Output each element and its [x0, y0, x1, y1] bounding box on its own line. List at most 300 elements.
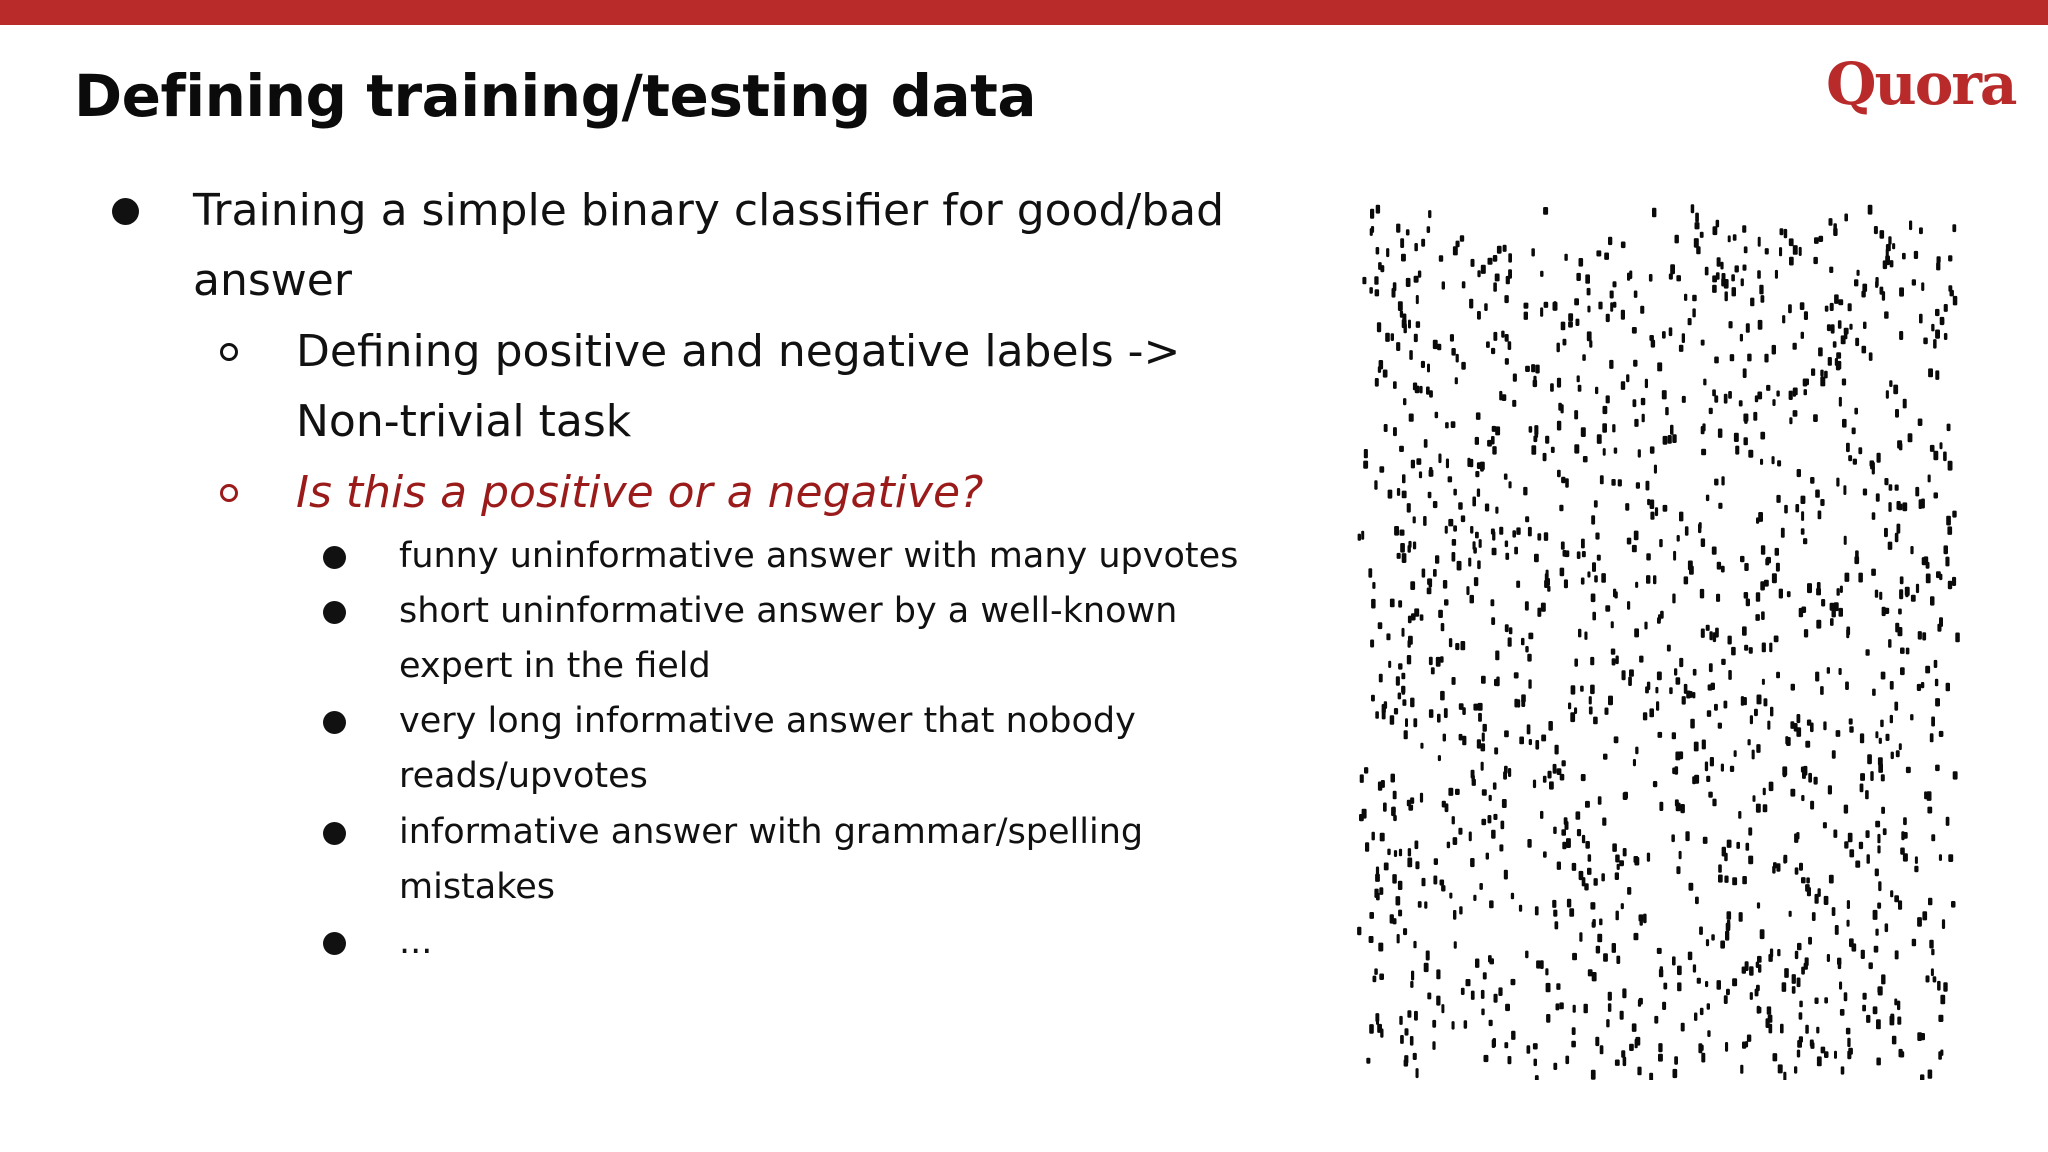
dot-mark: [1481, 676, 1486, 684]
dot-mark: [1732, 978, 1737, 986]
dot-mark: [1828, 357, 1832, 366]
dot-mark: [1717, 980, 1722, 990]
dot-mark: [1814, 237, 1819, 244]
dot-mark: [1815, 672, 1819, 682]
dot-mark: [1834, 1051, 1837, 1059]
dot-mark: [1895, 485, 1899, 491]
dot-mark: [1469, 832, 1472, 842]
dot-mark: [1375, 289, 1380, 296]
dot-mark: [1862, 346, 1867, 354]
dot-mark: [1734, 750, 1737, 757]
dot-mark: [1369, 287, 1373, 294]
dot-mark: [1955, 633, 1960, 643]
dot-mark: [1940, 317, 1945, 325]
dot-mark: [1634, 531, 1639, 541]
dot-mark: [1740, 1065, 1743, 1074]
bullet-text-line: Defining positive and negative labels ->: [296, 326, 1181, 377]
dot-mark: [1933, 976, 1937, 982]
dot-mark: [1452, 552, 1456, 562]
dot-mark: [1658, 1054, 1663, 1062]
dot-mark: [1483, 724, 1487, 732]
dot-mark: [1888, 542, 1893, 550]
dot-mark: [1695, 222, 1700, 229]
dot-mark: [1784, 229, 1788, 238]
dot-mark: [1779, 589, 1783, 599]
dot-mark: [1492, 446, 1496, 455]
dot-mark: [1795, 951, 1799, 959]
dot-mark: [1413, 1053, 1417, 1060]
dot-mark: [1411, 971, 1414, 981]
dot-mark: [1875, 590, 1878, 598]
dot-mark: [1601, 873, 1605, 881]
dot-mark: [1462, 707, 1466, 715]
dot-mark: [1561, 322, 1566, 331]
dot-mark: [1820, 686, 1824, 695]
dot-mark: [1632, 327, 1637, 334]
dot-mark: [1783, 1072, 1786, 1080]
dot-mark: [1935, 698, 1940, 706]
dot-mark: [1403, 928, 1407, 935]
dot-mark: [1701, 340, 1705, 346]
dot-mark: [1413, 383, 1417, 391]
dot-mark: [1918, 631, 1922, 640]
dot-mark: [1484, 1055, 1489, 1062]
dot-mark: [1358, 534, 1361, 541]
dot-mark: [1665, 407, 1669, 415]
dot-mark: [1935, 370, 1939, 380]
dot-mark: [1413, 516, 1416, 523]
dot-mark: [1764, 698, 1768, 706]
dot-mark: [1862, 1005, 1866, 1012]
dot-mark: [1891, 752, 1894, 760]
dot-mark: [1860, 784, 1864, 793]
dot-mark: [1424, 439, 1428, 448]
dot-mark: [1763, 788, 1766, 796]
dot-mark: [1475, 532, 1479, 539]
dot-mark: [1781, 528, 1785, 538]
dot-mark: [1796, 727, 1801, 737]
dot-mark: [1615, 1060, 1620, 1066]
dot-mark: [1453, 910, 1456, 920]
dot-mark: [1521, 699, 1525, 707]
dot-mark: [1477, 739, 1481, 748]
dot-mark: [1379, 360, 1384, 369]
dot-mark: [1401, 254, 1406, 262]
dot-mark: [1590, 657, 1594, 665]
dot-mark: [1407, 655, 1411, 664]
dot-mark: [1805, 884, 1810, 892]
dot-mark: [1445, 526, 1448, 534]
dot-mark: [1775, 548, 1779, 556]
dot-mark: [1717, 257, 1721, 267]
dot-mark: [1877, 453, 1881, 463]
dot-mark: [1839, 608, 1844, 617]
dot-mark: [1840, 1009, 1845, 1016]
dot-mark: [1663, 436, 1668, 445]
dot-mark: [1552, 900, 1556, 908]
dot-mark: [1453, 489, 1457, 496]
dot-mark: [1545, 573, 1549, 582]
dot-mark: [1698, 524, 1701, 533]
dot-mark: [1758, 237, 1761, 247]
question-text: Is this a positive or a negative?: [296, 467, 984, 518]
dot-mark: [1402, 553, 1407, 563]
dot-mark: [1511, 1031, 1515, 1040]
dot-mark: [1658, 1043, 1662, 1052]
dot-mark: [1495, 507, 1498, 514]
dot-mark: [1390, 599, 1395, 608]
dot-mark: [1818, 511, 1822, 520]
dot-mark: [1574, 707, 1577, 714]
dot-mark: [1657, 617, 1661, 624]
dot-mark: [1394, 708, 1398, 715]
dot-mark: [1858, 447, 1862, 454]
dot-mark: [1597, 934, 1602, 943]
dot-mark: [1675, 235, 1679, 244]
dot-mark: [1756, 517, 1759, 523]
dot-mark: [1780, 1024, 1784, 1034]
dot-mark: [1597, 555, 1601, 561]
hollow-circle-bullet-icon: [220, 343, 238, 361]
dot-mark: [1428, 492, 1432, 499]
dot-mark: [1533, 436, 1537, 443]
dot-mark: [1832, 750, 1836, 759]
dot-mark: [1474, 577, 1478, 586]
dot-mark: [1622, 670, 1626, 680]
dot-mark: [1757, 392, 1762, 400]
dot-mark: [1361, 531, 1364, 540]
dot-mark: [1452, 1021, 1455, 1030]
dot-mark: [1759, 285, 1763, 295]
dot-mark: [1621, 242, 1626, 249]
dot-mark: [1773, 1053, 1778, 1061]
dot-mark: [1749, 647, 1753, 654]
dot-mark: [1401, 686, 1405, 693]
dot-mark: [1767, 721, 1770, 730]
dot-mark: [1603, 953, 1608, 962]
dot-mark: [1725, 291, 1728, 301]
dot-mark: [1477, 462, 1482, 469]
dot-mark: [1397, 934, 1400, 943]
dot-mark: [1900, 576, 1904, 584]
dot-mark: [1360, 774, 1364, 783]
dot-mark: [1616, 956, 1620, 964]
dot-mark: [1393, 381, 1397, 389]
dot-mark: [1753, 795, 1756, 802]
dot-mark: [1482, 789, 1487, 795]
dot-mark: [1892, 243, 1895, 249]
dot-mark: [1801, 795, 1804, 801]
dot-mark: [1774, 636, 1779, 643]
dot-mark: [1694, 742, 1699, 752]
dot-mark: [1902, 253, 1906, 260]
dot-mark: [1422, 878, 1426, 886]
dot-mark: [1821, 599, 1825, 607]
dot-mark: [1445, 422, 1449, 428]
dot-mark: [1677, 966, 1682, 976]
dot-mark: [1917, 684, 1921, 691]
dot-mark: [1537, 608, 1541, 617]
dot-mark: [1757, 695, 1762, 705]
dot-mark: [1872, 512, 1876, 520]
dot-mark: [1945, 557, 1949, 567]
dot-mark: [1884, 528, 1888, 537]
dot-mark: [1734, 433, 1739, 442]
dot-mark: [1553, 910, 1557, 917]
dot-mark: [1662, 331, 1666, 339]
dot-mark: [1793, 343, 1797, 350]
dot-mark: [1659, 539, 1663, 547]
dot-mark: [1620, 1011, 1624, 1020]
dot-mark: [1881, 672, 1886, 680]
dot-mark: [1748, 450, 1753, 458]
dot-mark: [1807, 583, 1812, 593]
dot-mark: [1702, 740, 1706, 750]
dot-mark: [1899, 443, 1903, 450]
dot-mark: [1497, 246, 1502, 254]
dot-mark: [1674, 1056, 1678, 1064]
dot-mark: [1900, 848, 1905, 855]
dot-mark: [1894, 999, 1897, 1006]
dot-mark: [1679, 512, 1683, 522]
bullet-text-line: mistakes: [399, 867, 556, 907]
dot-mark: [1895, 623, 1899, 633]
dot-mark: [1642, 414, 1645, 423]
dot-mark: [1545, 436, 1549, 444]
dot-mark: [1488, 258, 1493, 265]
dot-mark: [1609, 360, 1613, 369]
dot-mark: [1869, 962, 1873, 969]
dot-mark: [1724, 853, 1728, 862]
dot-mark: [1927, 807, 1932, 814]
dot-mark: [1725, 931, 1729, 941]
dot-mark: [1930, 733, 1934, 742]
dot-mark: [1633, 399, 1637, 407]
dot-mark: [1557, 768, 1562, 775]
dot-mark: [1499, 527, 1503, 535]
dot-mark: [1882, 607, 1886, 616]
dot-mark: [1471, 770, 1475, 779]
dot-mark: [1829, 218, 1833, 226]
dot-mark: [1627, 538, 1632, 545]
dot-mark: [1862, 284, 1867, 292]
dot-mark: [1585, 841, 1590, 849]
dot-mark: [1839, 982, 1842, 990]
dot-mark: [1574, 444, 1579, 453]
dot-mark: [1525, 951, 1528, 959]
dot-mark: [1727, 911, 1732, 920]
dot-mark: [1437, 714, 1441, 723]
dot-mark: [1676, 866, 1680, 874]
dot-mark: [1782, 315, 1785, 323]
dot-mark: [1793, 410, 1798, 417]
dot-mark: [1679, 658, 1683, 667]
dot-mark: [1669, 274, 1673, 280]
dot-mark: [1793, 245, 1798, 255]
dot-mark: [1362, 277, 1366, 284]
dot-mark: [1942, 919, 1945, 929]
dot-mark: [1663, 983, 1667, 990]
dot-mark: [1877, 845, 1880, 853]
dot-mark: [1635, 582, 1638, 588]
dot-mark: [1836, 478, 1839, 487]
dot-mark: [1934, 660, 1938, 668]
dot-mark: [1849, 726, 1853, 732]
hollow-circle-bullet-icon: [220, 484, 238, 502]
dot-mark: [1564, 254, 1567, 261]
dot-mark: [1475, 437, 1479, 445]
dot-mark: [1493, 814, 1497, 820]
dot-mark: [1572, 953, 1577, 960]
dot-mark: [1527, 654, 1531, 662]
dot-mark: [1847, 1051, 1851, 1060]
dot-mark: [1592, 922, 1596, 928]
dot-mark: [1477, 489, 1480, 497]
dot-mark: [1730, 354, 1735, 361]
dot-mark: [1546, 1014, 1550, 1023]
dot-mark: [1813, 257, 1818, 264]
dot-mark: [1846, 443, 1850, 452]
dot-mark: [1647, 682, 1650, 691]
dot-mark: [1568, 703, 1571, 710]
dot-mark: [1459, 734, 1463, 741]
dot-mark: [1440, 656, 1444, 663]
dot-mark: [1382, 711, 1386, 719]
dot-mark: [1600, 475, 1604, 484]
dot-mark: [1376, 247, 1380, 255]
dot-mark: [1847, 920, 1850, 927]
dot-mark: [1733, 234, 1737, 241]
dot-mark: [1886, 734, 1890, 741]
dot-mark: [1769, 1024, 1773, 1034]
dot-mark: [1744, 416, 1747, 424]
dot-mark: [1758, 964, 1761, 972]
dot-mark: [1768, 1015, 1773, 1023]
dot-mark: [1420, 614, 1424, 620]
dot-mark: [1616, 656, 1619, 665]
dot-mark: [1457, 561, 1462, 571]
dot-mark: [1544, 302, 1549, 308]
dot-mark: [1861, 950, 1865, 959]
dot-mark: [1456, 241, 1460, 248]
dot-mark: [1379, 974, 1384, 981]
dot-mark: [1714, 704, 1718, 711]
dot-mark: [1757, 1007, 1762, 1014]
dot-mark: [1582, 354, 1586, 361]
dot-mark: [1570, 712, 1575, 722]
dot-mark: [1803, 538, 1807, 544]
dot-mark: [1543, 207, 1548, 215]
dot-mark: [1481, 762, 1484, 771]
dot-mark: [1679, 851, 1682, 859]
dot-mark: [1682, 333, 1685, 343]
dot-mark: [1574, 659, 1578, 667]
dot-mark: [1702, 423, 1705, 431]
dot-mark: [1762, 679, 1765, 685]
dot-mark: [1545, 968, 1548, 975]
dot-mark: [1448, 788, 1453, 796]
dot-mark: [1571, 1041, 1576, 1048]
dot-mark: [1747, 1035, 1751, 1042]
dot-mark: [1414, 1011, 1418, 1021]
dot-mark: [1772, 345, 1776, 355]
dot-mark: [1749, 966, 1754, 975]
dot-mark: [1508, 1056, 1512, 1064]
dot-mark: [1493, 1038, 1496, 1047]
dot-mark: [1471, 259, 1475, 267]
dot-mark: [1504, 730, 1509, 737]
dot-mark: [1837, 958, 1841, 965]
dot-mark: [1569, 908, 1574, 917]
dot-mark: [1393, 427, 1397, 436]
bullet-text-line: informative answer with grammar/spelling: [399, 812, 1144, 852]
dot-mark: [1930, 596, 1935, 605]
dot-mark: [1544, 532, 1548, 541]
dot-mark: [1565, 821, 1569, 830]
dot-mark: [1409, 414, 1414, 422]
dot-mark: [1877, 834, 1880, 843]
dot-mark: [1528, 679, 1531, 688]
dot-mark: [1744, 246, 1748, 253]
dot-mark: [1744, 592, 1749, 599]
dot-mark: [1470, 459, 1474, 467]
dot-mark: [1685, 831, 1689, 841]
dot-mark: [1613, 302, 1617, 308]
dot-mark: [1784, 968, 1789, 978]
dot-mark: [1853, 459, 1857, 465]
dot-mark: [1371, 226, 1374, 233]
dot-mark: [1627, 887, 1631, 895]
dot-mark: [1606, 1019, 1609, 1027]
dot-mark: [1440, 691, 1445, 701]
dot-mark: [1650, 500, 1655, 510]
dot-mark: [1512, 530, 1516, 537]
dot-mark: [1657, 672, 1662, 681]
dot-mark: [1824, 896, 1829, 905]
dot-mark: [1578, 629, 1581, 638]
dot-mark: [1762, 643, 1766, 653]
dot-mark: [1495, 274, 1500, 282]
dot-mark: [1606, 395, 1610, 403]
dot-mark: [1433, 876, 1437, 885]
dot-mark: [1556, 1003, 1560, 1010]
dot-mark: [1560, 568, 1565, 577]
dot-mark: [1836, 363, 1840, 371]
dot-mark: [1611, 479, 1615, 486]
dot-mark: [1836, 730, 1841, 737]
dot-mark: [1797, 714, 1801, 723]
dot-mark: [1899, 331, 1903, 340]
dot-mark: [1824, 997, 1828, 1003]
dot-mark: [1541, 735, 1546, 742]
dot-mark: [1816, 620, 1821, 629]
dot-mark: [1712, 285, 1717, 293]
random-dots-illustration: [1350, 200, 1962, 1080]
dot-mark: [1461, 362, 1466, 370]
dot-mark: [1635, 1037, 1640, 1046]
dot-mark: [1944, 545, 1949, 554]
dot-mark: [1836, 352, 1841, 359]
dot-mark: [1775, 270, 1778, 279]
dot-mark: [1944, 304, 1948, 312]
dot-mark: [1943, 982, 1947, 991]
dot-mark: [1357, 927, 1361, 935]
dot-mark: [1499, 844, 1503, 851]
dot-mark: [1644, 622, 1647, 630]
dot-mark: [1498, 987, 1502, 996]
dot-mark: [1705, 267, 1709, 276]
dot-mark: [1827, 324, 1831, 331]
